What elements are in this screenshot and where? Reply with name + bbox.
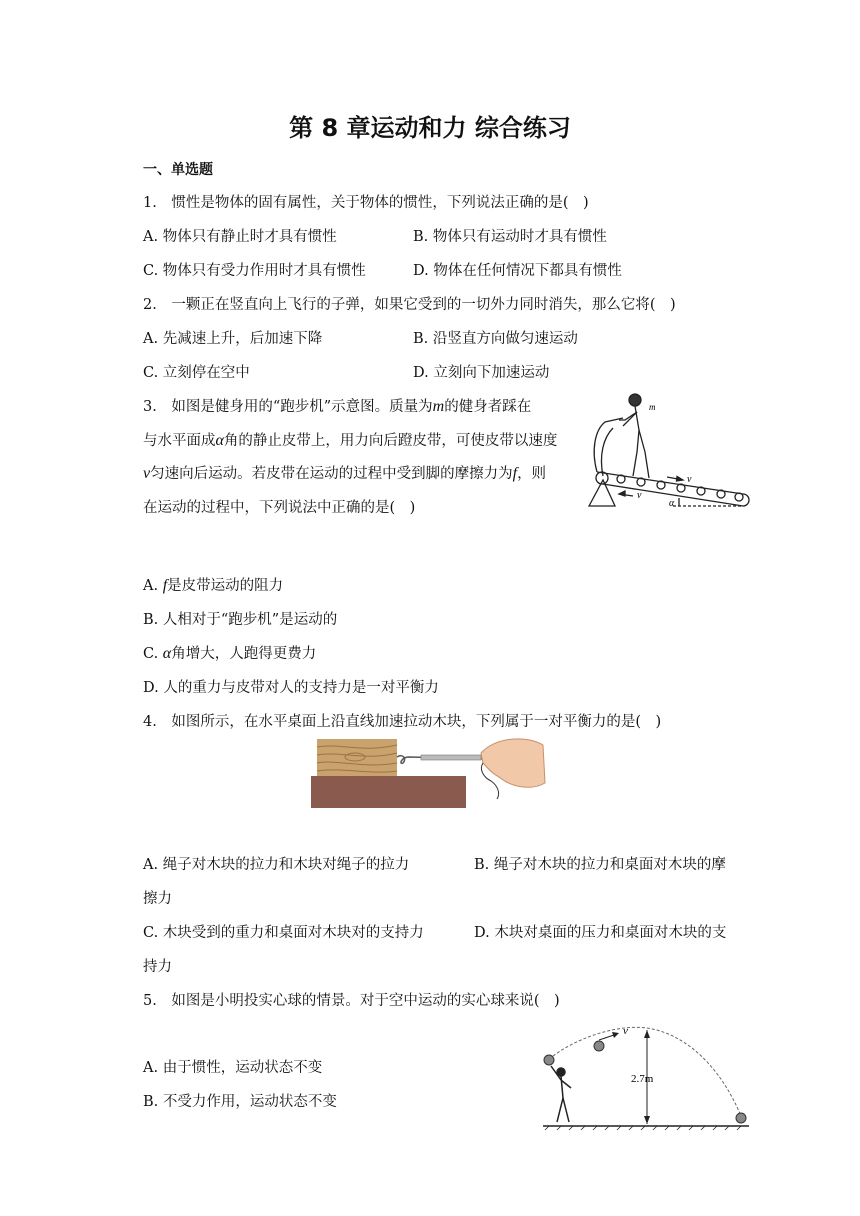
question-2-option-b: B. 沿竖直方向做匀速运动 [413, 331, 578, 347]
q3-text: 3. 如图是健身用的“跑步机”示意图。质量为 [143, 399, 433, 415]
option-letter: C. [143, 646, 163, 662]
var-v: v [143, 465, 151, 482]
label-height: 2.7m [631, 1073, 654, 1085]
athlete [551, 1066, 571, 1122]
ball-start [544, 1055, 554, 1065]
question-3-option-b: B. 人相对于“跑步机”是运动的 [143, 612, 338, 628]
question-2-option-a: A. 先减速上升，后加速下降 [143, 331, 323, 347]
label-v-top: v [687, 474, 692, 485]
treadmill-figure [583, 390, 753, 512]
person-body [633, 406, 639, 476]
question-3-option-c [143, 642, 316, 663]
option-letter: A. [143, 578, 163, 594]
label-v: v [623, 1025, 628, 1037]
question-4-option-d: D. 木块对桌面的压力和桌面对木块的支 [474, 925, 727, 941]
option-text: 角增大，人跑得更费力 [171, 646, 317, 662]
question-1-option-c: C. 物体只有受力作用时才具有惯性 [143, 263, 366, 279]
shot-put-figure [537, 1018, 753, 1136]
q3-text: 匀速向后运动。若皮带在运动的过程中受到脚的摩擦力为 [150, 466, 513, 482]
question-1-option-a: A. 物体只有静止时才具有惯性 [143, 229, 337, 245]
label-alpha: α [669, 498, 675, 509]
question-4-option-c: C. 木块受到的重力和桌面对木块对的支持力 [143, 925, 424, 941]
question-3-line-3 [143, 462, 546, 483]
question-5-option-b: B. 不受力作用，运动状态不变 [143, 1094, 337, 1110]
question-3-option-a [143, 574, 283, 595]
q3-text: 角的静止皮带上，用力向后蹬皮带，可使皮带以速度 [223, 433, 558, 449]
label-m: m [649, 402, 656, 412]
question-3-line-1 [143, 395, 531, 416]
question-1-option-d: D. 物体在任何情况下都具有惯性 [413, 263, 622, 279]
question-4-option-d-cont: 持力 [143, 959, 172, 975]
var-alpha: α [215, 432, 224, 449]
var-m: m [432, 398, 445, 415]
question-1-stem: 1. 惯性是物体的固有属性，关于物体的惯性，下列说法正确的是( ) [143, 195, 589, 211]
ball-midair [594, 1041, 604, 1051]
question-1-option-b: B. 物体只有运动时才具有惯性 [413, 229, 607, 245]
ball-landed [736, 1113, 746, 1123]
question-2-stem: 2. 一颗正在竖直向上飞行的子弹，如果它受到的一切外力同时消失，那么它将( ) [143, 297, 676, 313]
question-4-option-b-cont: 擦力 [143, 891, 172, 907]
question-4-stem: 4. 如图所示，在水平桌面上沿直线加速拉动木块，下列属于一对平衡力的是( ) [143, 714, 662, 730]
question-4-option-a: A. 绳子对木块的拉力和木块对绳子的拉力 [143, 857, 410, 873]
question-5-stem: 5. 如图是小明投实心球的情景。对于空中运动的实心球来说( ) [143, 993, 560, 1009]
table-surface [311, 776, 466, 808]
q3-text: 与水平面成 [143, 433, 216, 449]
spring-scale [421, 755, 481, 760]
question-2-option-c: C. 立刻停在空中 [143, 365, 250, 381]
q3-text: 的健身者踩在 [444, 399, 532, 415]
question-2-option-d: D. 立刻向下加速运动 [413, 365, 550, 381]
var-f: f [162, 577, 168, 594]
label-v-bottom: v [637, 490, 642, 501]
option-text: 是皮带运动的阻力 [167, 578, 284, 594]
var-alpha: α [162, 645, 172, 662]
q3-text: ，则 [517, 466, 547, 482]
var-f: f [512, 465, 518, 482]
hand [481, 739, 545, 787]
question-3-line-4: 在运动的过程中，下列说法中正确的是( ) [143, 500, 416, 516]
page-title: 第 8 章运动和力 综合练习 [289, 114, 571, 142]
question-3-option-d: D. 人的重力与皮带对人的支持力是一对平衡力 [143, 680, 439, 696]
wood-block-figure [311, 733, 547, 809]
handrail [594, 418, 623, 472]
question-5-option-a: A. 由于惯性，运动状态不变 [143, 1060, 323, 1076]
section-heading: 一、单选题 [143, 162, 213, 178]
person-head [629, 394, 641, 406]
question-3-line-2 [143, 429, 557, 450]
question-4-option-b: B. 绳子对木块的拉力和桌面对木块的摩 [474, 857, 726, 873]
